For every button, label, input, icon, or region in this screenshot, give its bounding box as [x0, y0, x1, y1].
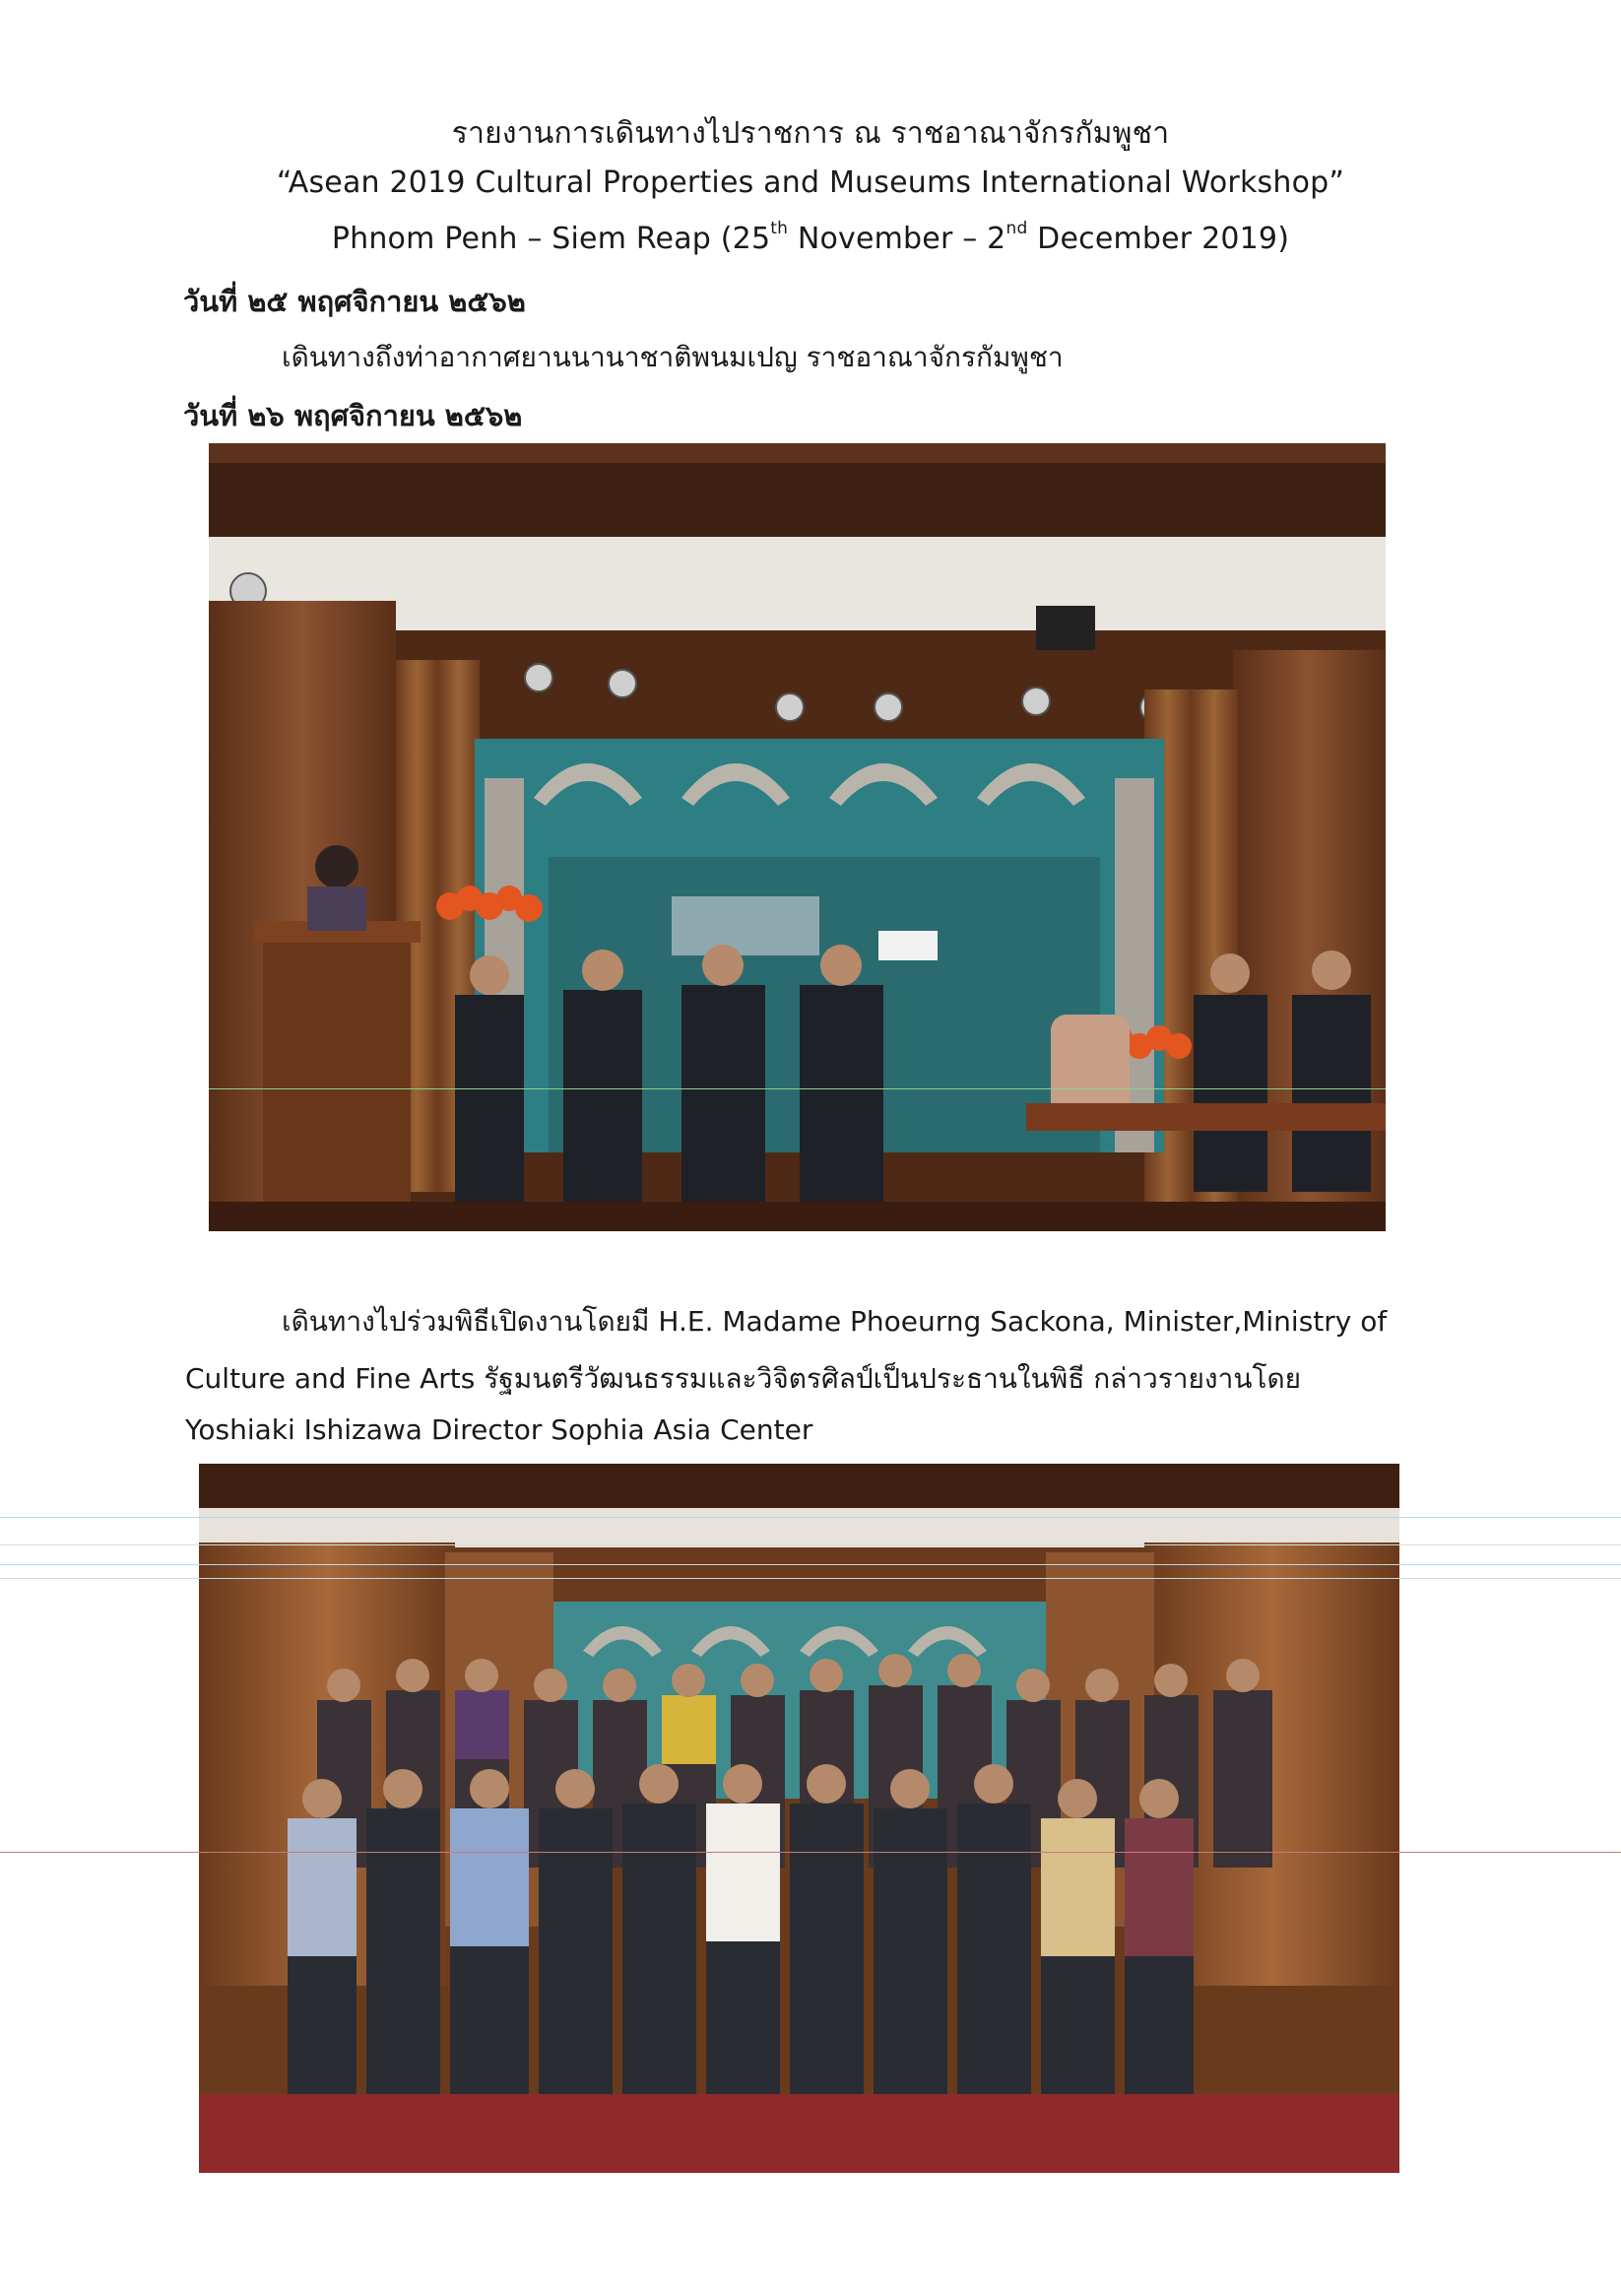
scan-artifact-line [0, 1578, 1621, 1579]
end-date-suffix: nd [1005, 219, 1028, 238]
workshop-title: “Asean 2019 Cultural Properties and Museums International Workshop” [276, 165, 1345, 200]
location-mid: November – 2 [788, 222, 1006, 256]
scan-artifact-line [209, 1088, 1386, 1089]
scan-artifact-line [0, 1544, 1621, 1545]
day2-caption-line1: เดินทางไปร่วมพิธีเปิดงานโดยมี H.E. Madame Phoeurng Sackona, Minister,Ministry of [282, 1305, 1388, 1338]
day1-date-heading: วันที่ ๒๕ พฤศจิกายน ๒๕๖๒ [183, 285, 526, 318]
group-photo [199, 1464, 1399, 2173]
day2-caption-line2: Culture and Fine Arts รัฐมนตรีวัฒนธรรมและวิจิตรศิลป์เป็นประธานในพิธี กล่าวรายงานโดย [185, 1362, 1302, 1395]
scan-artifact-line [0, 1564, 1621, 1565]
scan-artifact-line [0, 1517, 1621, 1518]
location-end: December 2019) [1027, 222, 1290, 256]
location-dates [0, 219, 1621, 256]
day1-paragraph: เดินทางถึงท่าอากาศยานนานาชาติพนมเปญ ราชอาณาจักรกัมพูชา [282, 341, 1064, 373]
opening-ceremony-photo [209, 443, 1386, 1231]
day2-caption-line3: Yoshiaki Ishizawa Director Sophia Asia Center [185, 1413, 813, 1446]
location-prefix: Phnom Penh – Siem Reap (25 [331, 222, 771, 256]
group-photo-illustration [199, 1464, 1399, 2173]
start-date-suffix: th [770, 219, 789, 238]
scan-artifact-line [0, 1852, 1621, 1853]
report-title-thai: รายงานการเดินทางไปราชการ ณ ราชอาณาจักรกัมพูชา [451, 116, 1170, 151]
opening-ceremony-illustration [209, 443, 1386, 1231]
day2-date-heading: วันที่ ๒๖ พฤศจิกายน ๒๕๖๒ [183, 399, 523, 432]
